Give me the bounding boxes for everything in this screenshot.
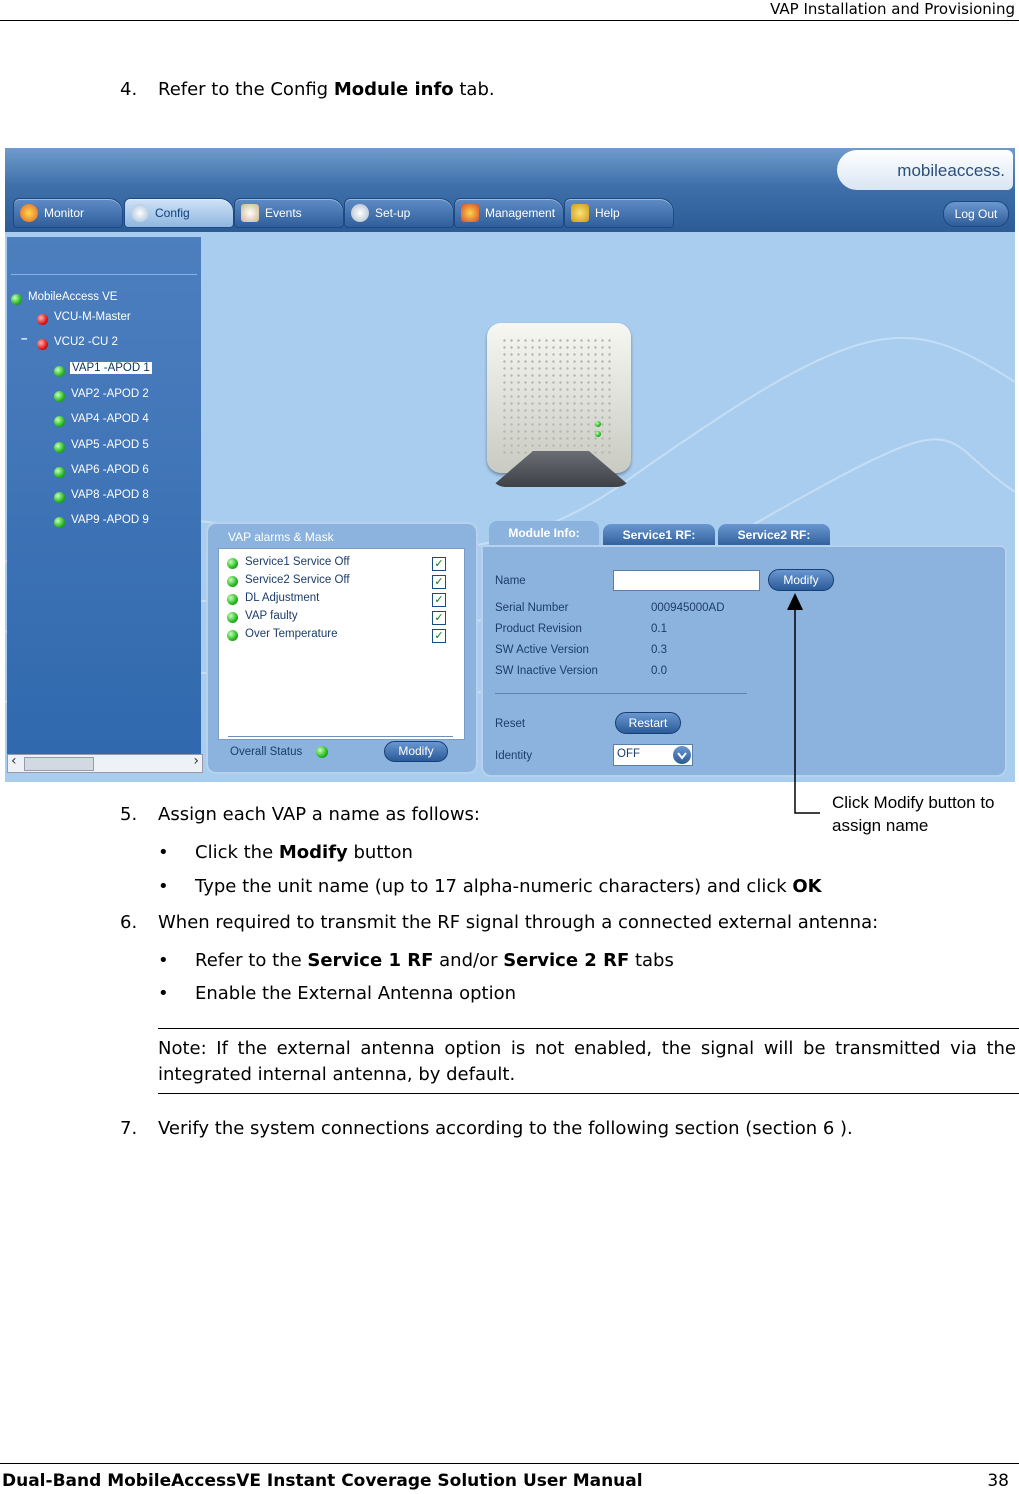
help-book-icon — [571, 204, 589, 222]
tab-module-info[interactable]: Module Info: — [489, 521, 599, 546]
mobileaccess-logo — [837, 150, 1013, 190]
config-screenshot — [5, 148, 1015, 782]
tab-help[interactable] — [564, 198, 674, 228]
step-text: When required to transmit the RF signal through a connected external antenna: — [158, 912, 879, 933]
header-rule — [0, 20, 1019, 21]
name-label: Name — [495, 575, 526, 587]
step-text: Assign each VAP a name as follows: — [158, 804, 480, 825]
sw-active-value: 0.3 — [651, 644, 667, 656]
product-revision-value: 0.1 — [651, 623, 667, 635]
note-box — [158, 1028, 1019, 1094]
tab-label: Config — [155, 206, 190, 220]
wrench-icon — [131, 204, 149, 222]
tree-node-vap[interactable]: VAP2 -APOD 2 — [71, 388, 149, 400]
tab-label: Monitor — [44, 206, 85, 220]
logo-text: mobileaccess. — [897, 161, 1005, 180]
mask-checkbox[interactable]: ✓ — [432, 593, 446, 607]
alarms-divider — [228, 736, 453, 737]
alarms-panel-title: VAP alarms & Mask — [228, 530, 334, 544]
tree-horizontal-scrollbar[interactable] — [7, 754, 203, 773]
step-5 — [120, 804, 720, 828]
bullet-text: Click the Modify button — [195, 842, 413, 863]
tree-node-vap[interactable]: VAP5 -APOD 5 — [71, 439, 149, 451]
callout-text — [832, 791, 995, 837]
bullet-icon: • — [158, 950, 169, 971]
step-6 — [120, 912, 1000, 936]
status-led-green — [54, 366, 65, 377]
tab-label: Management — [485, 206, 556, 220]
overall-status-label: Overall Status — [230, 746, 303, 758]
bullet-item — [158, 983, 858, 1007]
note-text: Note: If the external antenna option is not enabled, the signal will be transmitted via the integrated internal antenna, by default. — [158, 1038, 1016, 1085]
status-led-green — [54, 517, 65, 528]
status-led-green — [227, 576, 238, 587]
tree-node-master[interactable]: VCU-M-Master — [54, 311, 131, 323]
tree-node-vcu2[interactable]: VCU2 -CU 2 — [54, 336, 118, 348]
identity-label: Identity — [495, 750, 533, 762]
tree-node-vap[interactable]: VAP4 -APOD 4 — [71, 413, 149, 425]
tab-service1-rf[interactable]: Service1 RF: — [603, 524, 715, 546]
alarms-modify-button[interactable]: Modify — [384, 741, 448, 762]
tab-management[interactable] — [454, 198, 564, 228]
bullet-item — [158, 876, 918, 900]
tab-label: Help — [595, 206, 620, 220]
vent-pattern — [501, 337, 613, 457]
tab-setup[interactable] — [344, 198, 454, 228]
module-modify-button[interactable]: Modify — [768, 569, 834, 591]
bullet-icon: • — [158, 876, 169, 897]
running-header: VAP Installation and Provisioning — [770, 0, 1015, 18]
step-7 — [120, 1118, 1000, 1142]
device-tree-panel — [7, 237, 201, 773]
module-divider — [495, 693, 747, 694]
device-led-icon — [595, 431, 601, 437]
alarm-label: Service1 Service Off — [245, 556, 350, 568]
identity-select[interactable] — [613, 744, 693, 766]
bullet-icon: • — [158, 842, 169, 863]
module-info-panel — [481, 545, 1007, 777]
mask-checkbox[interactable]: ✓ — [432, 611, 446, 625]
status-led-green — [227, 612, 238, 623]
status-led-green — [54, 391, 65, 402]
tree-divider — [11, 274, 197, 275]
bullet-text: Refer to the Service 1 RF and/or Service 2 RF tabs — [195, 950, 674, 971]
monitor-icon — [20, 204, 38, 222]
alarm-label: Service2 Service Off — [245, 574, 350, 586]
status-led-green — [54, 492, 65, 503]
chevron-down-icon[interactable] — [673, 746, 691, 764]
callout-arrow — [780, 588, 820, 818]
callout-line: Click Modify button to — [832, 793, 995, 812]
alarm-label: Over Temperature — [245, 628, 338, 640]
bullet-text: Type the unit name (up to 17 alpha-numeric characters) and click OK — [195, 876, 822, 897]
management-icon — [461, 204, 479, 222]
step-number: 4. — [120, 79, 138, 100]
status-led-red — [37, 314, 48, 325]
alarm-label: VAP faulty — [245, 610, 298, 622]
tab-service2-rf[interactable]: Service2 RF: — [718, 524, 830, 546]
scroll-left-icon[interactable]: ‹ — [11, 753, 17, 769]
name-input[interactable] — [613, 570, 760, 591]
serial-number-value: 000945000AD — [651, 602, 725, 614]
mask-checkbox[interactable]: ✓ — [432, 629, 446, 643]
identity-value: OFF — [617, 748, 640, 760]
alarms-list — [218, 548, 465, 740]
tree-node-vap-selected[interactable]: VAP1 -APOD 1 — [72, 362, 150, 374]
tab-label: Events — [265, 206, 302, 220]
sw-inactive-label: SW Inactive Version — [495, 665, 598, 677]
logout-button[interactable]: Log Out — [943, 201, 1009, 227]
step-text: Refer to the Config Module info tab. — [158, 79, 495, 100]
step-number: 6. — [120, 912, 138, 933]
reset-label: Reset — [495, 718, 526, 730]
status-led-green — [54, 416, 65, 427]
status-led-green — [11, 294, 22, 305]
bullet-item — [158, 950, 858, 974]
step-number: 5. — [120, 804, 138, 825]
status-led-green — [227, 630, 238, 641]
tree-node-root[interactable]: MobileAccess VE — [28, 291, 118, 303]
tab-label: Set-up — [375, 206, 411, 220]
vap-alarms-panel — [206, 522, 478, 774]
step-text: Verify the system connections according to the following section (section 6 ). — [158, 1118, 853, 1139]
wand-icon — [351, 204, 369, 222]
page-number: 38 — [987, 1471, 1009, 1491]
tab-config[interactable] — [124, 198, 234, 228]
status-led-green — [54, 467, 65, 478]
tree-node-vap[interactable]: VAP8 -APOD 8 — [71, 489, 149, 501]
vap-device-image — [485, 323, 635, 493]
footer-rule — [0, 1463, 1019, 1464]
bullet-item — [158, 842, 858, 866]
step-number: 7. — [120, 1118, 138, 1139]
overall-status-led — [316, 746, 328, 758]
device-led-icon — [595, 421, 601, 427]
tab-monitor[interactable] — [13, 198, 123, 228]
tree-node-vap[interactable]: VAP9 -APOD 9 — [71, 514, 149, 526]
tab-events[interactable] — [234, 198, 344, 228]
mask-checkbox[interactable]: ✓ — [432, 557, 446, 571]
sw-inactive-value: 0.0 — [651, 665, 667, 677]
status-led-green — [227, 594, 238, 605]
status-led-green — [227, 558, 238, 569]
callout-line: assign name — [832, 816, 929, 835]
bullet-icon: • — [158, 983, 169, 1004]
tree-node-vap[interactable]: VAP6 -APOD 6 — [71, 464, 149, 476]
step-4 — [120, 79, 920, 103]
events-icon — [241, 204, 259, 222]
footer-title: Dual-Band MobileAccessVE Instant Coverage Solution User Manual — [2, 1471, 643, 1491]
status-led-red — [37, 339, 48, 350]
status-led-green — [54, 442, 65, 453]
scroll-thumb[interactable] — [24, 757, 94, 771]
scroll-right-icon[interactable]: › — [193, 753, 199, 769]
serial-number-label: Serial Number — [495, 602, 569, 614]
sw-active-label: SW Active Version — [495, 644, 589, 656]
alarm-label: DL Adjustment — [245, 592, 320, 604]
product-revision-label: Product Revision — [495, 623, 582, 635]
collapse-icon[interactable]: – — [21, 333, 28, 345]
bullet-text: Enable the External Antenna option — [195, 983, 517, 1004]
mask-checkbox[interactable]: ✓ — [432, 575, 446, 589]
restart-button[interactable]: Restart — [615, 712, 681, 734]
